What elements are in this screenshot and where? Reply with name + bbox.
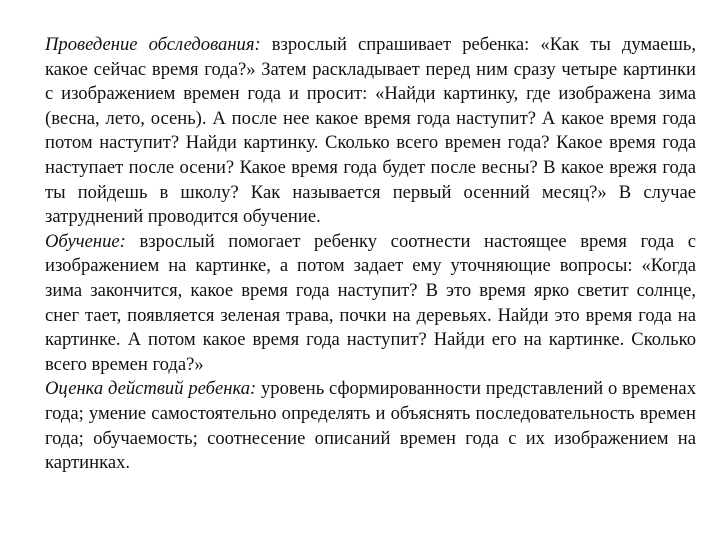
- document-page: [45, 33, 696, 476]
- paragraph-examination: [45, 33, 696, 230]
- paragraph-assessment: [45, 377, 696, 475]
- paragraph-body-examination: взрослый спрашивает ребенка: «Как ты думаешь, какое сейчас время года?» Затем раскладывает перед ним сразу четыре картинки с изображением времен года и просит: «Найди картинку, где изображена зима (весна, лето, осень). А после нее какое время года наступит? А какое время года потом наступит? Найди картинку. Сколько всего времен года? Какое время года наступает после осени? Какое время года будет после весны? В какое врежя года ты пойдешь в школу? Как называется первый осенний месяц?» В случае затруднений проводится обучение.: [45, 34, 696, 228]
- paragraph-training: [45, 230, 696, 378]
- paragraph-lead-training: Обучение:: [45, 230, 126, 252]
- paragraph-lead-examination: Проведение обследования:: [45, 34, 261, 55]
- paragraph-body-training: взрослый помогает ребенку соотнести настоящее время года с изображением на картинке, а потом задает ему уточняющие вопросы: «Когда зима закончится, какое время года наступит? В это время ярко светит солнце, снег тает, появляется зеленая трава, почки на деревьях. Найди это время года на картинке. А потом какое время года наступит? Найди его на картинке. Сколько всего времен года?»: [45, 230, 696, 375]
- paragraph-lead-assessment: Оценка действий ребенка:: [45, 378, 257, 400]
- paragraph-body-assessment: уровень сформированности представлений о временах года; умение самостоятельно определять и объяснять последовательность времен года; обучаемость; соотнесение описаний времен года с их изображением на картинках.: [45, 378, 696, 474]
